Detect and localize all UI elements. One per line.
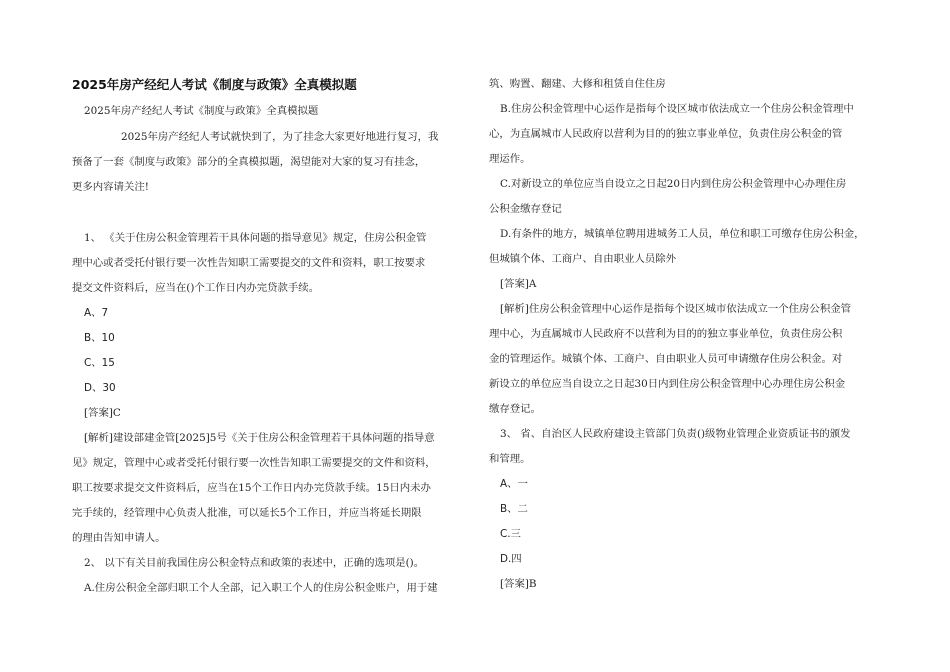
- q1-analysis-line-5: 的理由告知申请人。: [72, 532, 166, 544]
- q2-analysis-line-5: 缴存登记。: [489, 403, 541, 415]
- q3-text-line-2: 和管理。: [489, 453, 531, 465]
- q1-option-d: D、30: [84, 382, 116, 394]
- q1-answer: [答案]C: [84, 407, 121, 419]
- q3-option-c: C.三: [500, 528, 521, 540]
- q2-analysis-line-3: 金的管理运作。城镇个体、工商户、自由职业人员可申请缴存住房公积金。对: [489, 353, 843, 365]
- q2-option-d-line-2: 但城镇个体、工商户、自由职业人员除外: [489, 253, 677, 265]
- q2-option-a-end: 筑、购置、翻建、大修和租赁自住住房: [489, 78, 666, 90]
- intro-line-3: 更多内容请关注!: [72, 181, 149, 193]
- q1-analysis-line-4: 完手续的，经管理中心负责人批准，可以延长5个工作日，并应当将延长期限: [72, 507, 422, 519]
- q1-analysis-line-1: [解析]建设部建金管[2025]5号《关于住房公积金管理若干具体问题的指导意: [84, 432, 435, 444]
- q2-text: 2、 以下有关目前我国住房公积金特点和政策的表述中，正确的选项是()。: [84, 557, 425, 569]
- q2-analysis-line-1: [解析]住房公积金管理中心运作是指每个设区城市依法成立一个住房公积金管: [500, 303, 851, 315]
- q2-option-d-line-1: D.有条件的地方，城镇单位聘用进城务工人员，单位和职工可缴存住房公积金，: [500, 228, 865, 240]
- q1-analysis-line-3: 职工按要求提交文件资料后，应当在15个工作日内办完贷款手续。15日内未办: [72, 482, 431, 494]
- q2-option-b-line-2: 心，为直属城市人民政府以营利为目的的独立事业单位，负责住房公积金的管: [489, 128, 843, 140]
- q1-text-line-2: 理中心或者受托付银行要一次性告知职工需要提交的文件和资料，职工按要求: [72, 257, 426, 269]
- q2-option-b-line-1: B.住房公积金管理中心运作是指每个设区城市依法成立一个住房公积金管理中: [500, 103, 854, 115]
- q1-text-line-1: 1、 《关于住房公积金管理若干具体问题的指导意见》规定，住房公积金管: [84, 232, 427, 244]
- document-title: 2025年房产经纪人考试《制度与政策》全真模拟题: [72, 77, 357, 92]
- q1-analysis-line-2: 见》规定，管理中心或者受托付银行要一次性告知职工需要提交的文件和资料，: [72, 457, 436, 469]
- q3-option-d: D.四: [500, 553, 522, 565]
- q2-option-c-line-1: C.对新设立的单位应当自设立之日起20日内到住房公积金管理中心办理住房: [500, 178, 847, 190]
- q1-option-a: A、7: [84, 307, 109, 319]
- document-subtitle: 2025年房产经纪人考试《制度与政策》全真模拟题: [84, 105, 319, 117]
- q3-option-a: A、一: [500, 478, 528, 490]
- q2-option-b-line-3: 理运作。: [489, 153, 531, 165]
- q1-option-b: B、10: [84, 332, 115, 344]
- q1-text-line-3: 提交文件资料后，应当在()个工作日内办完贷款手续。: [72, 282, 320, 294]
- q3-answer: [答案]B: [500, 578, 537, 590]
- q2-analysis-line-4: 新设立的单位应当自设立之日起30日内到住房公积金管理中心办理住房公积金: [489, 378, 846, 390]
- intro-line-1: 2025年房产经纪人考试就快到了，为了挂念大家更好地进行复习，我: [121, 131, 439, 143]
- q2-answer: [答案]A: [500, 278, 537, 290]
- q1-option-c: C、15: [84, 357, 115, 369]
- q2-analysis-line-2: 理中心，为直属城市人民政府不以营利为目的的独立事业单位，负责住房公积: [489, 328, 843, 340]
- q2-option-c-line-2: 公积金缴存登记: [489, 203, 562, 215]
- q3-option-b: B、二: [500, 503, 528, 515]
- intro-line-2: 预备了一套《制度与政策》部分的全真模拟题，渴望能对大家的复习有挂念，: [72, 156, 426, 168]
- q3-text-line-1: 3、 省、自治区人民政府建设主管部门负责()级物业管理企业资质证书的颁发: [500, 428, 851, 440]
- q2-option-a-start: A.住房公积金全部归职工个人全部，记入职工个人的住房公积金账户，用于建: [84, 582, 438, 594]
